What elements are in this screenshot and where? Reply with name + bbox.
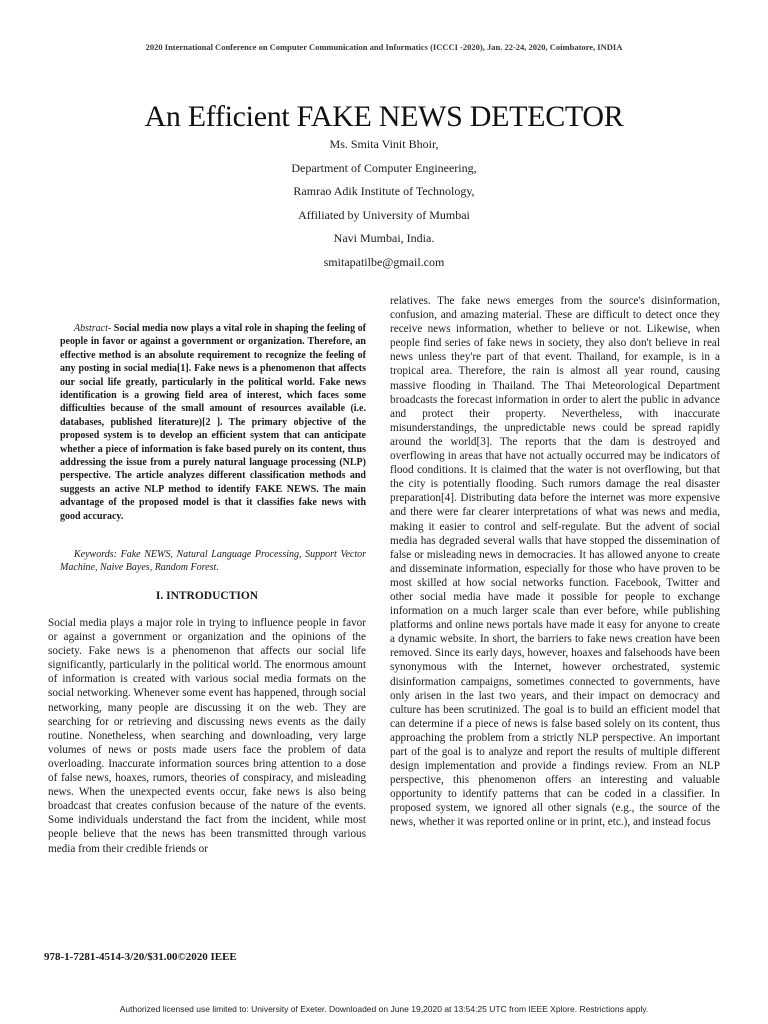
abstract-text: Social media now plays a vital role in shaping the feeling of people in favor or against a government or organization. Therefore, an effective method is an absolute requirement to recognize the feeling of any posting in social media[1]. Fake news is a phenomenon that affects our social life greatly, particularly in the political world. Fake news identification is a growing field area of interest, which faces some difficulties because of the small amount of resources available (i.e. databases, published literature)[2 ]. The primary objective of the proposed system is to develop an efficient system that can anticipate whether a piece of information is fake based purely on its content, thus addressing the issue from a purely natural language processing (NLP) perspective. The article analyzes different classification methods and suggests an active NLP method to identify FAKE NEWS. The main advantage of the proposed model is that it classifies fake news with good accuracy. [60, 323, 366, 522]
intro-right-column: relatives. The fake news emerges from the source's disinformation, confusion, and amazing material. These are difficult to detect once they receive news information, whether to believe or not. Likewise, when people find series of fake news in society, they also don't believe in real news unless they're part of that event. Thailand, for example, is in a tropical area. Therefore, the rain is almost all year round, causing massive flooding in Thailand. The Thai Meteorological Department broadcasts the forecast information in order to alert the public in advance and protect their property. Nevertheless, with inaccurate misunderstandings, the unpredictable news could be spread rapidly around the world[3]. The reports that the dam is destroyed and overflowing in areas that have not actually occurred may be indicators of flood conditions. It is claimed that the water is not overflowing, but that the city is potentially flooding. Such rumors damage the real disaster preparation[4]. Distributing data before the internet was more expensive and there were far clearer interpretations of what was news and media, making it easier to control and self-regulate. But the advent of social media has degraded several walls that have stopped the dissemination of false or misleading news in democracies. It has allowed anyone to create and disseminate information, especially for those who have proven to be most skilled at how social networks function. Facebook, Twitter and other social media have made it possible for people to exchange information on a much larger scale than ever before, while publishing platforms and online news portals have made it easy for anyone to create a dynamic website. In short, the barriers to fake news creation have been removed. Since its early days, however, hoaxes and falsehoods have been synonymous with the Internet, however orchestrated, systemic disinformation campaigns, sometimes connected to governments, have only arisen in the last two years, and their impact on democracy and culture has been scrutinized. The goal is to build an efficient model that can determine if a piece of news is false based solely on its content, thus approaching the problem from a strictly NLP perspective. An important part of the goal is to analyze and report the results of multiple different design implementation and provide a findings review. From an NLP perspective, this phenomenon offers an interesting and valuable opportunity to identify patterns that can be coded in a classifier. In proposed system, we ignored all other signals (e.g., the source of the news, whether it was reported online or in print, etc.), and instead focus [390, 295, 720, 829]
author-affiliation: Affiliated by University of Mumbai [298, 207, 470, 222]
conference-header: 2020 International Conference on Computer Communication and Informatics (ICCCI -2020), Jan. 22-24, 2020, Coimbatore, INDIA [145, 42, 623, 52]
author-location: Navi Mumbai, India. [333, 231, 435, 245]
section-heading-introduction: I. INTRODUCTION [155, 590, 259, 602]
abstract-lead: Abstract- [74, 323, 112, 334]
keywords-lead: Keywords: [74, 549, 117, 560]
author-institute: Ramrao Adik Institute of Technology, [293, 184, 475, 198]
author-name: Ms. Smita Vinit Bhoir, [329, 137, 439, 151]
paper-title: An Efficient FAKE NEWS DETECTOR [144, 100, 624, 133]
author-block [0, 136, 768, 277]
copyright-price-line: 978-1-7281-4514-3/20/$31.00©2020 IEEE [44, 951, 237, 963]
author-email: smitapatilbe@gmail.com [323, 254, 445, 269]
intro-left-column: Social media plays a major role in trying to influence people in favor or against a government or organization and the opinions of the society. Fake news is a phenomenon that affects our social life significantly, particularly in the political world. The enormous amount of information is created with various social media formats on the social networking. Whenever some event has happened, through social networking, many people are discussing it on the web. They are searching for or retrieving and discussing news events as the daily routine. Nonetheless, when searching and downloading, very large volumes of news or posts made users face the problem of data overloading. Inaccurate information sources bring attention to a dose of false news, hoaxes, rumors, theories of conspiracy, and misleading news. When the unexpected events occur, fake news is also being broadcast that creates confusion because of the nature of the events. Some individuals understand the fact from the incident, while most people believe that the news has been transmitted through various media from their credible friends or [48, 617, 366, 855]
keywords [60, 548, 366, 575]
keywords-text: Fake NEWS, Natural Language Processing, Support Vector Machine, Naive Bayes, Random Forest. [60, 549, 366, 574]
license-footer: Authorized licensed use limited to: University of Exeter. Downloaded on June 19,2020 at 13:54:25 UTC from IEEE Xplore. Restrictions apply. [119, 1004, 649, 1014]
abstract [60, 322, 366, 523]
author-department: Department of Computer Engineering, [291, 160, 477, 175]
